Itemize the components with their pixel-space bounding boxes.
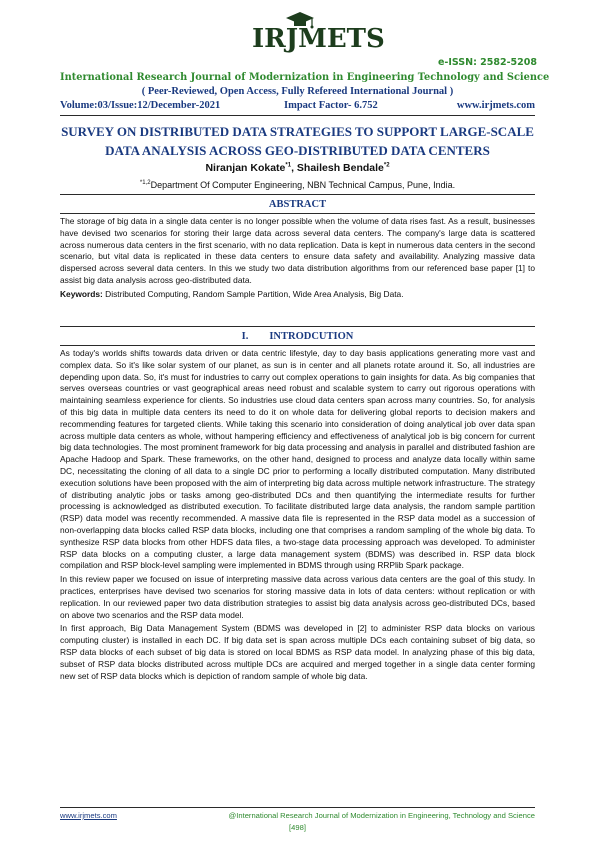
title-line-2: DATA ANALYSIS ACROSS GEO-DISTRIBUTED DATA CENTERS — [105, 143, 490, 158]
keywords-label: Keywords: — [60, 288, 103, 299]
footer-website-link[interactable]: www.irjmets.com — [60, 811, 117, 820]
affiliation-text: Department Of Computer Engineering, NBN Technical Campus, Pune, India. — [150, 180, 456, 190]
author-separator: , — [291, 162, 297, 174]
abstract-heading: ABSTRACT — [268, 199, 327, 210]
footer-copyright: @International Research Journal of Modernization in Engineering, Technology and Science — [228, 811, 535, 820]
peer-review-note: ( Peer-Reviewed, Open Access, Fully Refereed International Journal ) — [141, 86, 454, 97]
impact-factor: Impact Factor- 6.752 — [284, 100, 378, 111]
journal-name: International Research Journal of Modernization in Engineering Technology and Science — [60, 72, 550, 83]
intro-heading: I. INTRODCUTION — [241, 331, 354, 342]
keywords — [60, 289, 535, 301]
keywords-rule — [60, 326, 535, 327]
author-2: Shailesh Bendale — [296, 162, 384, 174]
affiliation-rule — [60, 194, 535, 195]
intro-paragraph-2: In this review paper we focused on issue of interpreting massive data across various data centers are the goal of this study. In practices, enterprises have devised two scenarios for storing massive data in lots of data centers: without replication or with replication. In our reviewed paper two data distribution strategies to assist big data analysis across geo-distributed DCs, based on above two scenarios and the RSP data model. — [60, 574, 535, 620]
page-number: [498] — [289, 823, 306, 832]
website-link[interactable]: www.irjmets.com — [456, 100, 535, 111]
paper-title — [60, 122, 535, 160]
header-rule — [60, 115, 535, 116]
author-2-sup: *2 — [383, 162, 390, 169]
title-line-1: SURVEY ON DISTRIBUTED DATA STRATEGIES TO SUPPORT LARGE-SCALE — [61, 124, 534, 139]
footer-rule — [60, 807, 535, 808]
journal-logo — [252, 10, 385, 54]
abstract-rule — [60, 213, 535, 214]
intro-paragraph-3: In first approach, Big Data Management System (BDMS was developed in [2] to administer RSP data blocks on various computing cluster) is installed in each DC. If big data set is span across multiple DCs each containing subset of big data, so RSP data blocks of each subset of big data is stored on local BDMS as RSP data model. In analyzing phase of this big data, subset of RSP data blocks distributed across multiple DCs are acquired and merged together in a single data center forming new set of RSP data blocks which is depiction of random sample of whole big data. — [60, 623, 535, 681]
affiliation-sup: *1,2 — [139, 180, 151, 186]
abstract-text: The storage of big data in a single data center is no longer possible when the volume of data rises fast. As a result, businesses have devised two scenarios for storing their large data across several data centers. The company's large data is scattered across numerous data centers in the first scenario, with no data replication. Data is kept in numerous data centers in the second scenario, but vital data is replicated in these data centers to ensure data safety and availability. Analyzing massive data dispersed across several data centers. In this we study two data distribution algorithms from our referenced base paper [1] to assist big data analysis across geo-distributed data. — [60, 216, 535, 285]
issn: e-ISSN: 2582-5208 — [437, 57, 537, 68]
author-1-sup: *1 — [285, 162, 292, 169]
abstract-body — [60, 216, 535, 303]
volume-issue: Volume:03/Issue:12/December-2021 — [60, 100, 221, 111]
intro-rule — [60, 345, 535, 346]
logo-text: IRJMETS — [252, 24, 385, 54]
volume-line — [60, 100, 535, 114]
intro-body — [60, 348, 535, 684]
authors — [60, 162, 535, 174]
author-1: Niranjan Kokate — [205, 162, 286, 174]
affiliation — [60, 180, 535, 190]
intro-paragraph-1: As today's worlds shifts towards data driven or data centric lifestyle, day to day basis applications generating more vast and complex data. So it's like solar system of our planet, as sun is in center and all planets rotate around it. So, all industries are depending upon data. So, it's must for industries to carry out complex operations to gain insights for data. As big companies that serves overseas countries or vast geographical areas need robust and scalable system to carry out rigorous operations with maintaining seamless experience for clients. So industries use cloud data centers span across many countries. So, for analysis of this big data in multiple data centers its need to do it on whole data for delivering global reports to decision makers and recommending features for targeted clients. While taking this scenario into consideration of doing analytical job over data span across multiple data centers as whole, without hampering efficiency and effectiveness of analytical job is big concern for current big data technologies. The most prominent framework for big data processing and analysis in parallel and distributed fashion are Apache Hadoop and Spark. These frameworks, on the other hand, designed to process and analyze data locally within same DC, necessitating the cloning of all data to a single DC prior to performing a locally distributed computation. Many distributed execution solutions have been proposed with the aim of interpreting big data across multiple network infrastructure. The strategy of distributing analytic jobs or tasks among geo-distributed DCs and then quantifying the intermediate results for further processing is acknowledged as distributed execution. To facilitate distributed large data analysis, the random sample partition (RSP) data model was recently recommended. A massive data file is represented in the RSP data model as a succession of non-overlapping data blocks called RSP data blocks, including one that comprises a random sampling of the whole big data. To synthesize RSP data blocks from other HDFS data files, a two-stage data processing approach was developed. To administer RSP data blocks on a computing cluster, a large data management system (BDMS) was described in. RSP data block compilation and RSP block-level sampling were implemented in BDMS through using RRPlib Spark package. — [60, 348, 535, 571]
keywords-text: Distributed Computing, Random Sample Partition, Wide Area Analysis, Big Data. — [102, 288, 404, 299]
